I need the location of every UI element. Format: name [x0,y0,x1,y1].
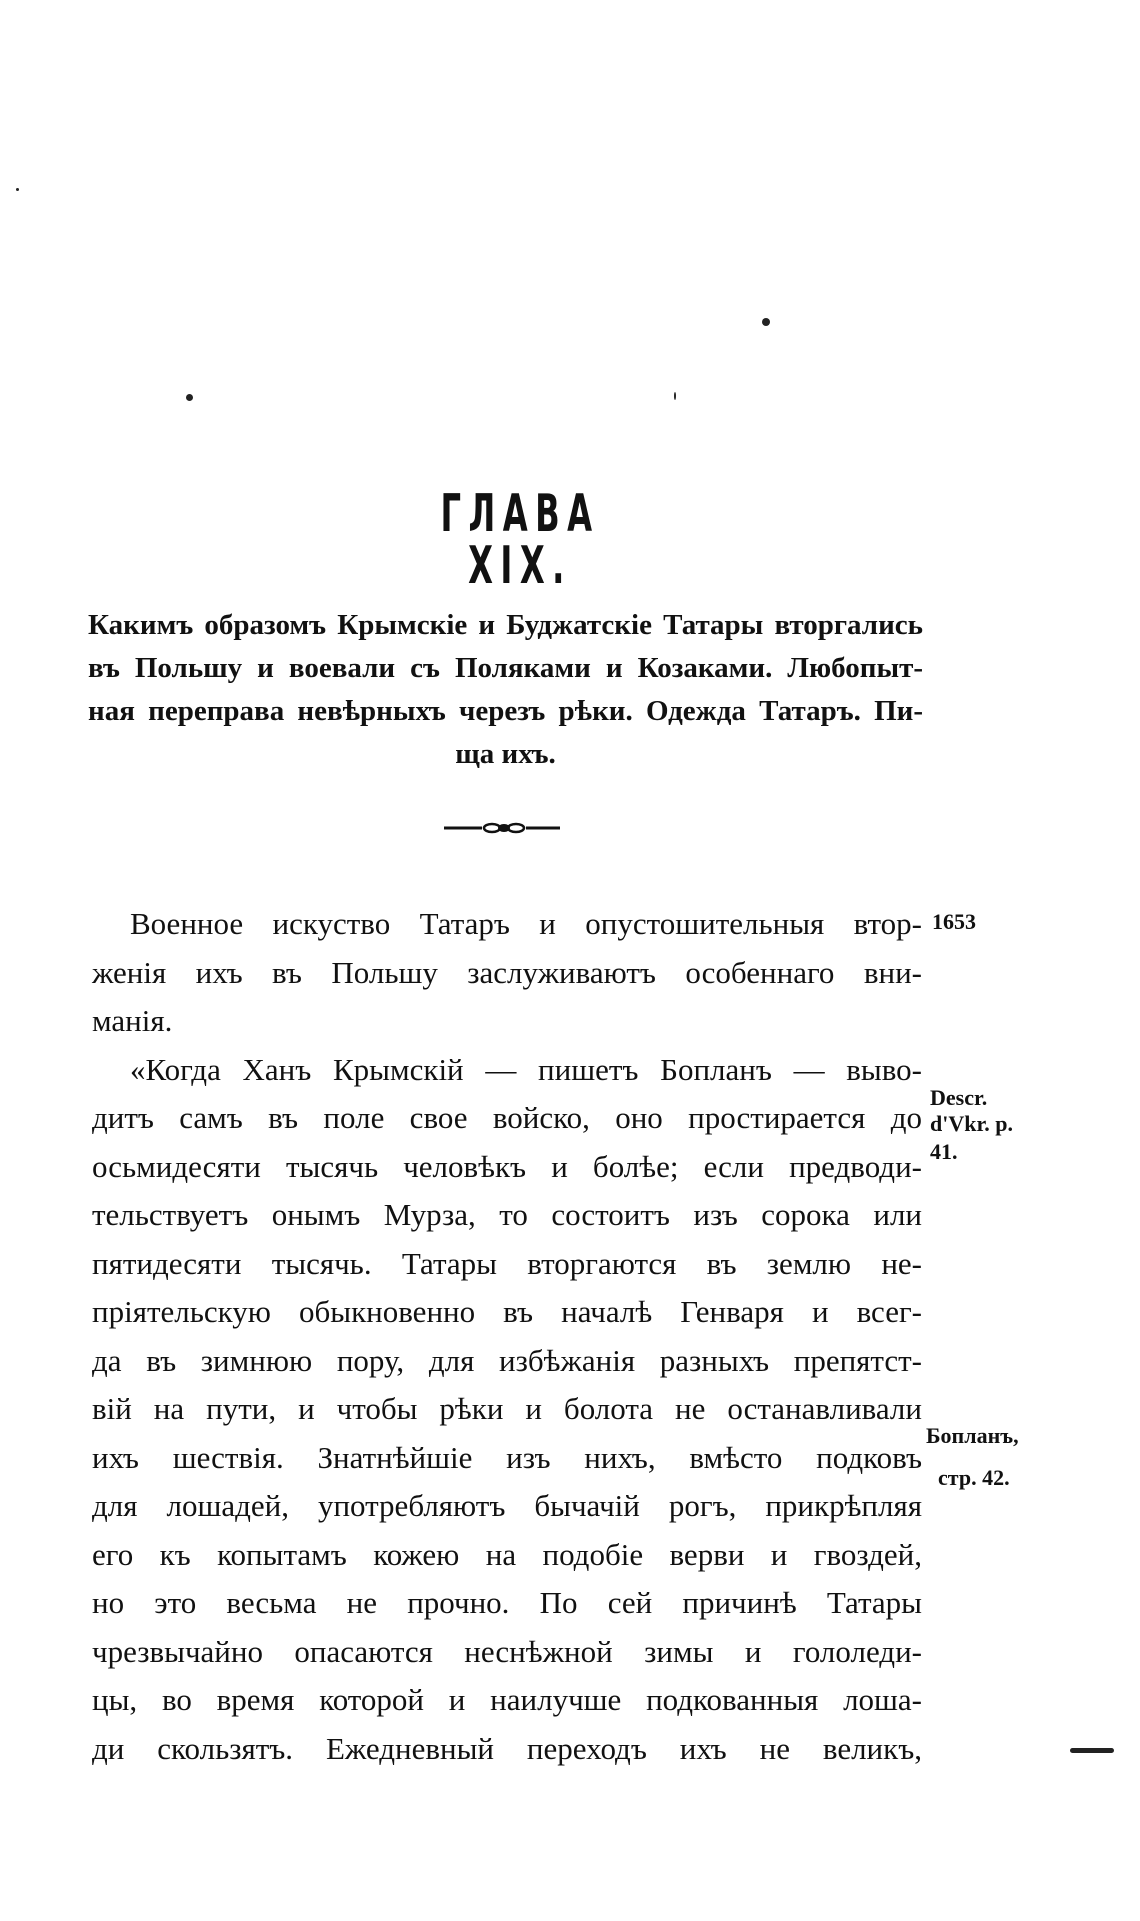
margin-note-descr: 41. [930,1139,958,1164]
summary-line: ная переправа невѣрныхъ черезъ рѣки. Одежда Татаръ. Пи- [88,695,923,727]
text-line: для лошадей, употребляютъ бычачiй рогъ, прикрѣпляя [92,1488,922,1523]
text-line: дитъ самъ въ поле свое войско, оно простирается до [92,1100,922,1135]
divider-ornament [442,818,562,838]
text-line: осьмидесяти тысячь человѣкъ и болѣе; если предводи- [92,1148,922,1184]
body-text [92,900,922,1773]
text-line: ди скользятъ. Ежедневный переходъ ихъ не великъ, [92,1730,922,1766]
margin-note-descr: d'Vkr. p. [930,1111,1013,1136]
text-line: тельствуетъ онымъ Мурза, то состоитъ изъ сорока или [92,1197,922,1232]
margin-note-descr: Descr. [930,1085,988,1110]
text-line: его къ копытамъ кожею на подобiе верви и гвоздей, [92,1536,922,1572]
text-line: но это весьма не прочно. По сей причинѣ Татары [92,1585,922,1620]
scan-speck [762,318,770,326]
summary-line: ща ихъ. [455,738,556,770]
text-line: чрезвычайно опасаются неснѣжной зимы и гололеди- [92,1633,922,1669]
summary-line: Какимъ образомъ Крымскiе и Буджатскiе Татары вторгались [88,609,923,641]
text-line: женiя ихъ въ Польшу заслуживаютъ особеннаго вни- [92,954,922,990]
text-line: да въ зимнюю пору, для избѣжанiя разныхъ препятст- [92,1342,922,1378]
scan-speck [186,394,193,401]
text-line: «Когда Ханъ Крымскiй — пишетъ Бопланъ — выво- [130,1051,922,1087]
scan-speck [674,392,676,400]
text-line: ихъ шествiя. Знатнѣйшiе изъ нихъ, вмѣсто подковъ [92,1439,922,1475]
margin-note-boplan: стр. 42. [938,1465,1010,1490]
margin-note-year: 1653 [932,909,976,934]
text-line: Военное искуство Татаръ и опустошительныя втор- [130,906,922,941]
text-line: прiятельскую обыкновенно въ началѣ Генваря и всег- [92,1294,922,1329]
summary-line: въ Польшу и воевали съ Поляками и Козаками. Любопыт- [88,652,923,684]
scan-speck [16,188,19,191]
chapter-summary [88,604,923,776]
margin-note-boplan: Бопланъ, [926,1423,1019,1448]
text-line: пятидесяти тысячь. Татары вторгаются въ землю не- [92,1245,922,1281]
text-line: вiй на пути, и чтобы рѣки и болота не останавливали [92,1391,922,1426]
chapter-title: ГЛАВА XIX. [440,484,600,596]
text-line: цы, во время которой и наилучше подкованныя лоша- [92,1682,922,1717]
text-line: манiя. [92,1003,173,1038]
scan-speck [1070,1748,1114,1753]
